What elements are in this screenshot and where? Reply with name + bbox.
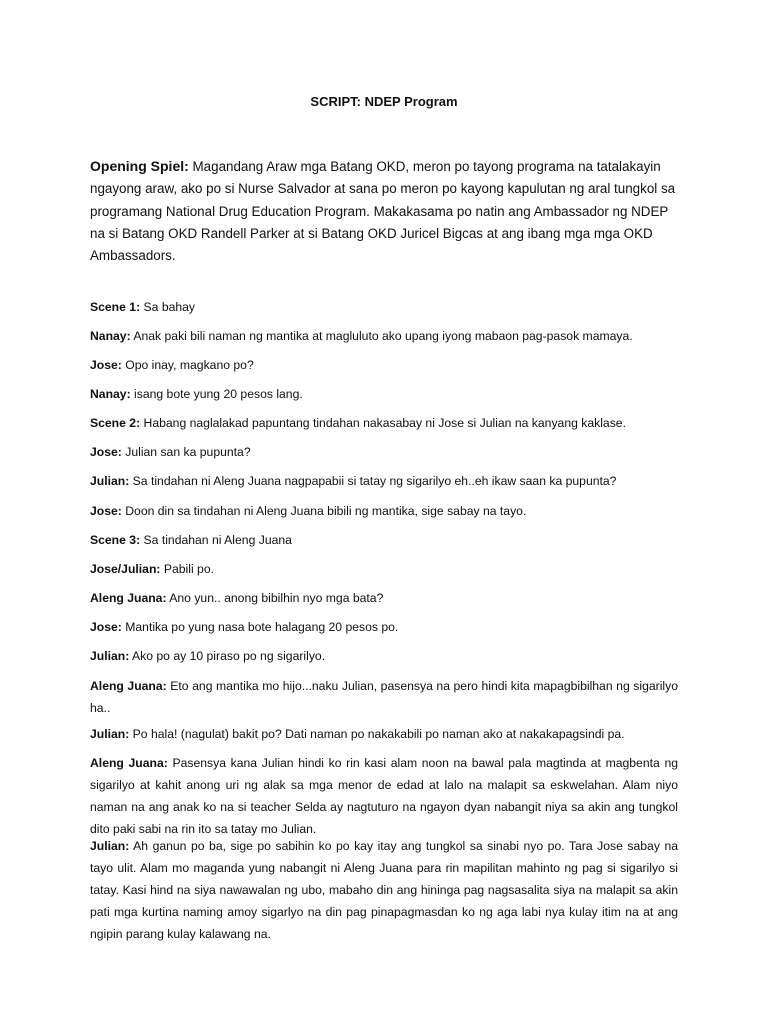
speaker-label: Jose/Julian: bbox=[90, 562, 161, 576]
speaker-label: Jose: bbox=[90, 620, 122, 634]
dialogue-line bbox=[90, 325, 678, 347]
speaker-label: Aleng Juana: bbox=[90, 756, 168, 770]
dialogue-line bbox=[90, 441, 678, 463]
dialogue-line bbox=[90, 354, 678, 376]
opening-spiel-text: Magandang Araw mga Batang OKD, meron po tayong programa na tatalakayin ngayong araw, ako po si Nurse Salvador at sana po meron po kayong kapulutan ng aral tungkol sa programang National Drug Education Program. Makakasama po natin ang Ambassador ng NDEP na si Batang OKD Randell Parker at si Batang OKD Juricel Bigcas at ang ibang mga mga OKD Ambassadors. bbox=[90, 159, 676, 264]
scene-3-line bbox=[90, 529, 678, 551]
dialogue-line bbox=[90, 723, 678, 745]
scene-2-line bbox=[90, 412, 678, 434]
dialogue-line bbox=[90, 470, 678, 492]
line-text: Opo inay, magkano po? bbox=[125, 358, 254, 372]
speaker-label: Scene 3: bbox=[90, 533, 141, 547]
dialogue-line bbox=[90, 616, 678, 638]
scene-1-line bbox=[90, 296, 678, 318]
speaker-label: Nanay: bbox=[90, 387, 131, 401]
line-text: Julian san ka pupunta? bbox=[125, 445, 251, 459]
line-text: Sa tindahan ni Aleng Juana bbox=[143, 533, 292, 547]
dialogue-line bbox=[90, 558, 678, 580]
speaker-label: Julian: bbox=[90, 474, 130, 488]
line-text: isang bote yung 20 pesos lang. bbox=[134, 387, 303, 401]
line-text: Ako po ay 10 piraso po ng sigarilyo. bbox=[132, 649, 326, 663]
document-title: SCRIPT: NDEP Program bbox=[310, 94, 458, 109]
speaker-label: Jose: bbox=[90, 504, 122, 518]
speaker-label: Scene 2: bbox=[90, 416, 141, 430]
dialogue-line bbox=[90, 645, 678, 667]
speaker-label: Jose: bbox=[90, 445, 122, 459]
speaker-label: Julian: bbox=[90, 839, 130, 853]
line-text: Habang naglalakad papuntang tindahan nakasabay ni Jose si Julian na kanyang kaklase. bbox=[143, 416, 626, 430]
line-text: Anak paki bili naman ng mantika at magluluto ako upang iyong mabaon pag-pasok mamaya. bbox=[133, 329, 633, 343]
dialogue-line bbox=[90, 500, 678, 522]
speaker-label: Scene 1: bbox=[90, 300, 141, 314]
opening-spiel-paragraph bbox=[90, 155, 678, 267]
line-text: Doon din sa tindahan ni Aleng Juana bibili ng mantika, sige sabay na tayo. bbox=[125, 504, 527, 518]
line-text: Sa tindahan ni Aleng Juana nagpapabii si tatay ng sigarilyo eh..eh ikaw saan ka pupunta? bbox=[132, 474, 617, 488]
line-text: Mantika po yung nasa bote halagang 20 pesos po. bbox=[125, 620, 399, 634]
dialogue-line bbox=[90, 675, 678, 719]
line-text: Ah ganun po ba, sige po sabihin ko po kay itay ang tungkol sa sinabi nyo po. Tara Jose sabay na tayo ulit. Alam mo maganda yung nabangit ni Aleng Juana para rin mapilitan mahinto ng pag si sigarilyo si tatay. Kasi hind na siya nawawalan ng ubo, mabaho din ang hininga pag nagsasalita siya na malapit sa akin pati mga kurtina naming amoy sigarlyo na din pag pinapagmasdan ko ng aga labi nya kulay itim na at ang ngipin parang kulay kalawang na. bbox=[90, 839, 678, 941]
dialogue-line bbox=[90, 835, 678, 945]
speaker-label: Aleng Juana: bbox=[90, 679, 167, 693]
line-text: Eto ang mantika mo hijo...naku Julian, pasensya na pero hindi kita mapagbibilhan ng sigarilyo ha.. bbox=[90, 679, 678, 715]
dialogue-line bbox=[90, 587, 678, 609]
dialogue-line bbox=[90, 752, 678, 840]
line-text: Pabili po. bbox=[163, 562, 214, 576]
dialogue-line bbox=[90, 383, 678, 405]
speaker-label: Jose: bbox=[90, 358, 122, 372]
line-text: Po hala! (nagulat) bakit po? Dati naman po nakakabili po naman ako at nakakapagsindi pa. bbox=[132, 727, 625, 741]
line-text: Ano yun.. anong bibilhin nyo mga bata? bbox=[169, 591, 384, 605]
line-text: Sa bahay bbox=[143, 300, 196, 314]
opening-spiel-label: Opening Spiel: bbox=[90, 158, 189, 174]
speaker-label: Aleng Juana: bbox=[90, 591, 167, 605]
speaker-label: Julian: bbox=[90, 649, 130, 663]
line-text: Pasensya kana Julian hindi ko rin kasi alam noon na bawal pala magtinda at magbenta ng sigarilyo at kahit anong uri ng alak sa mga menor de edad at lalo na malapit sa eskwelahan. Alam niyo naman na ang anak ko na si teacher Selda ay nagtuturo na ngayon dyan nabangit niya sa akin ang tungkol dito paki sabi na rin ito sa tatay mo Julian. bbox=[90, 756, 678, 836]
speaker-label: Julian: bbox=[90, 727, 130, 741]
speaker-label: Nanay: bbox=[90, 329, 131, 343]
